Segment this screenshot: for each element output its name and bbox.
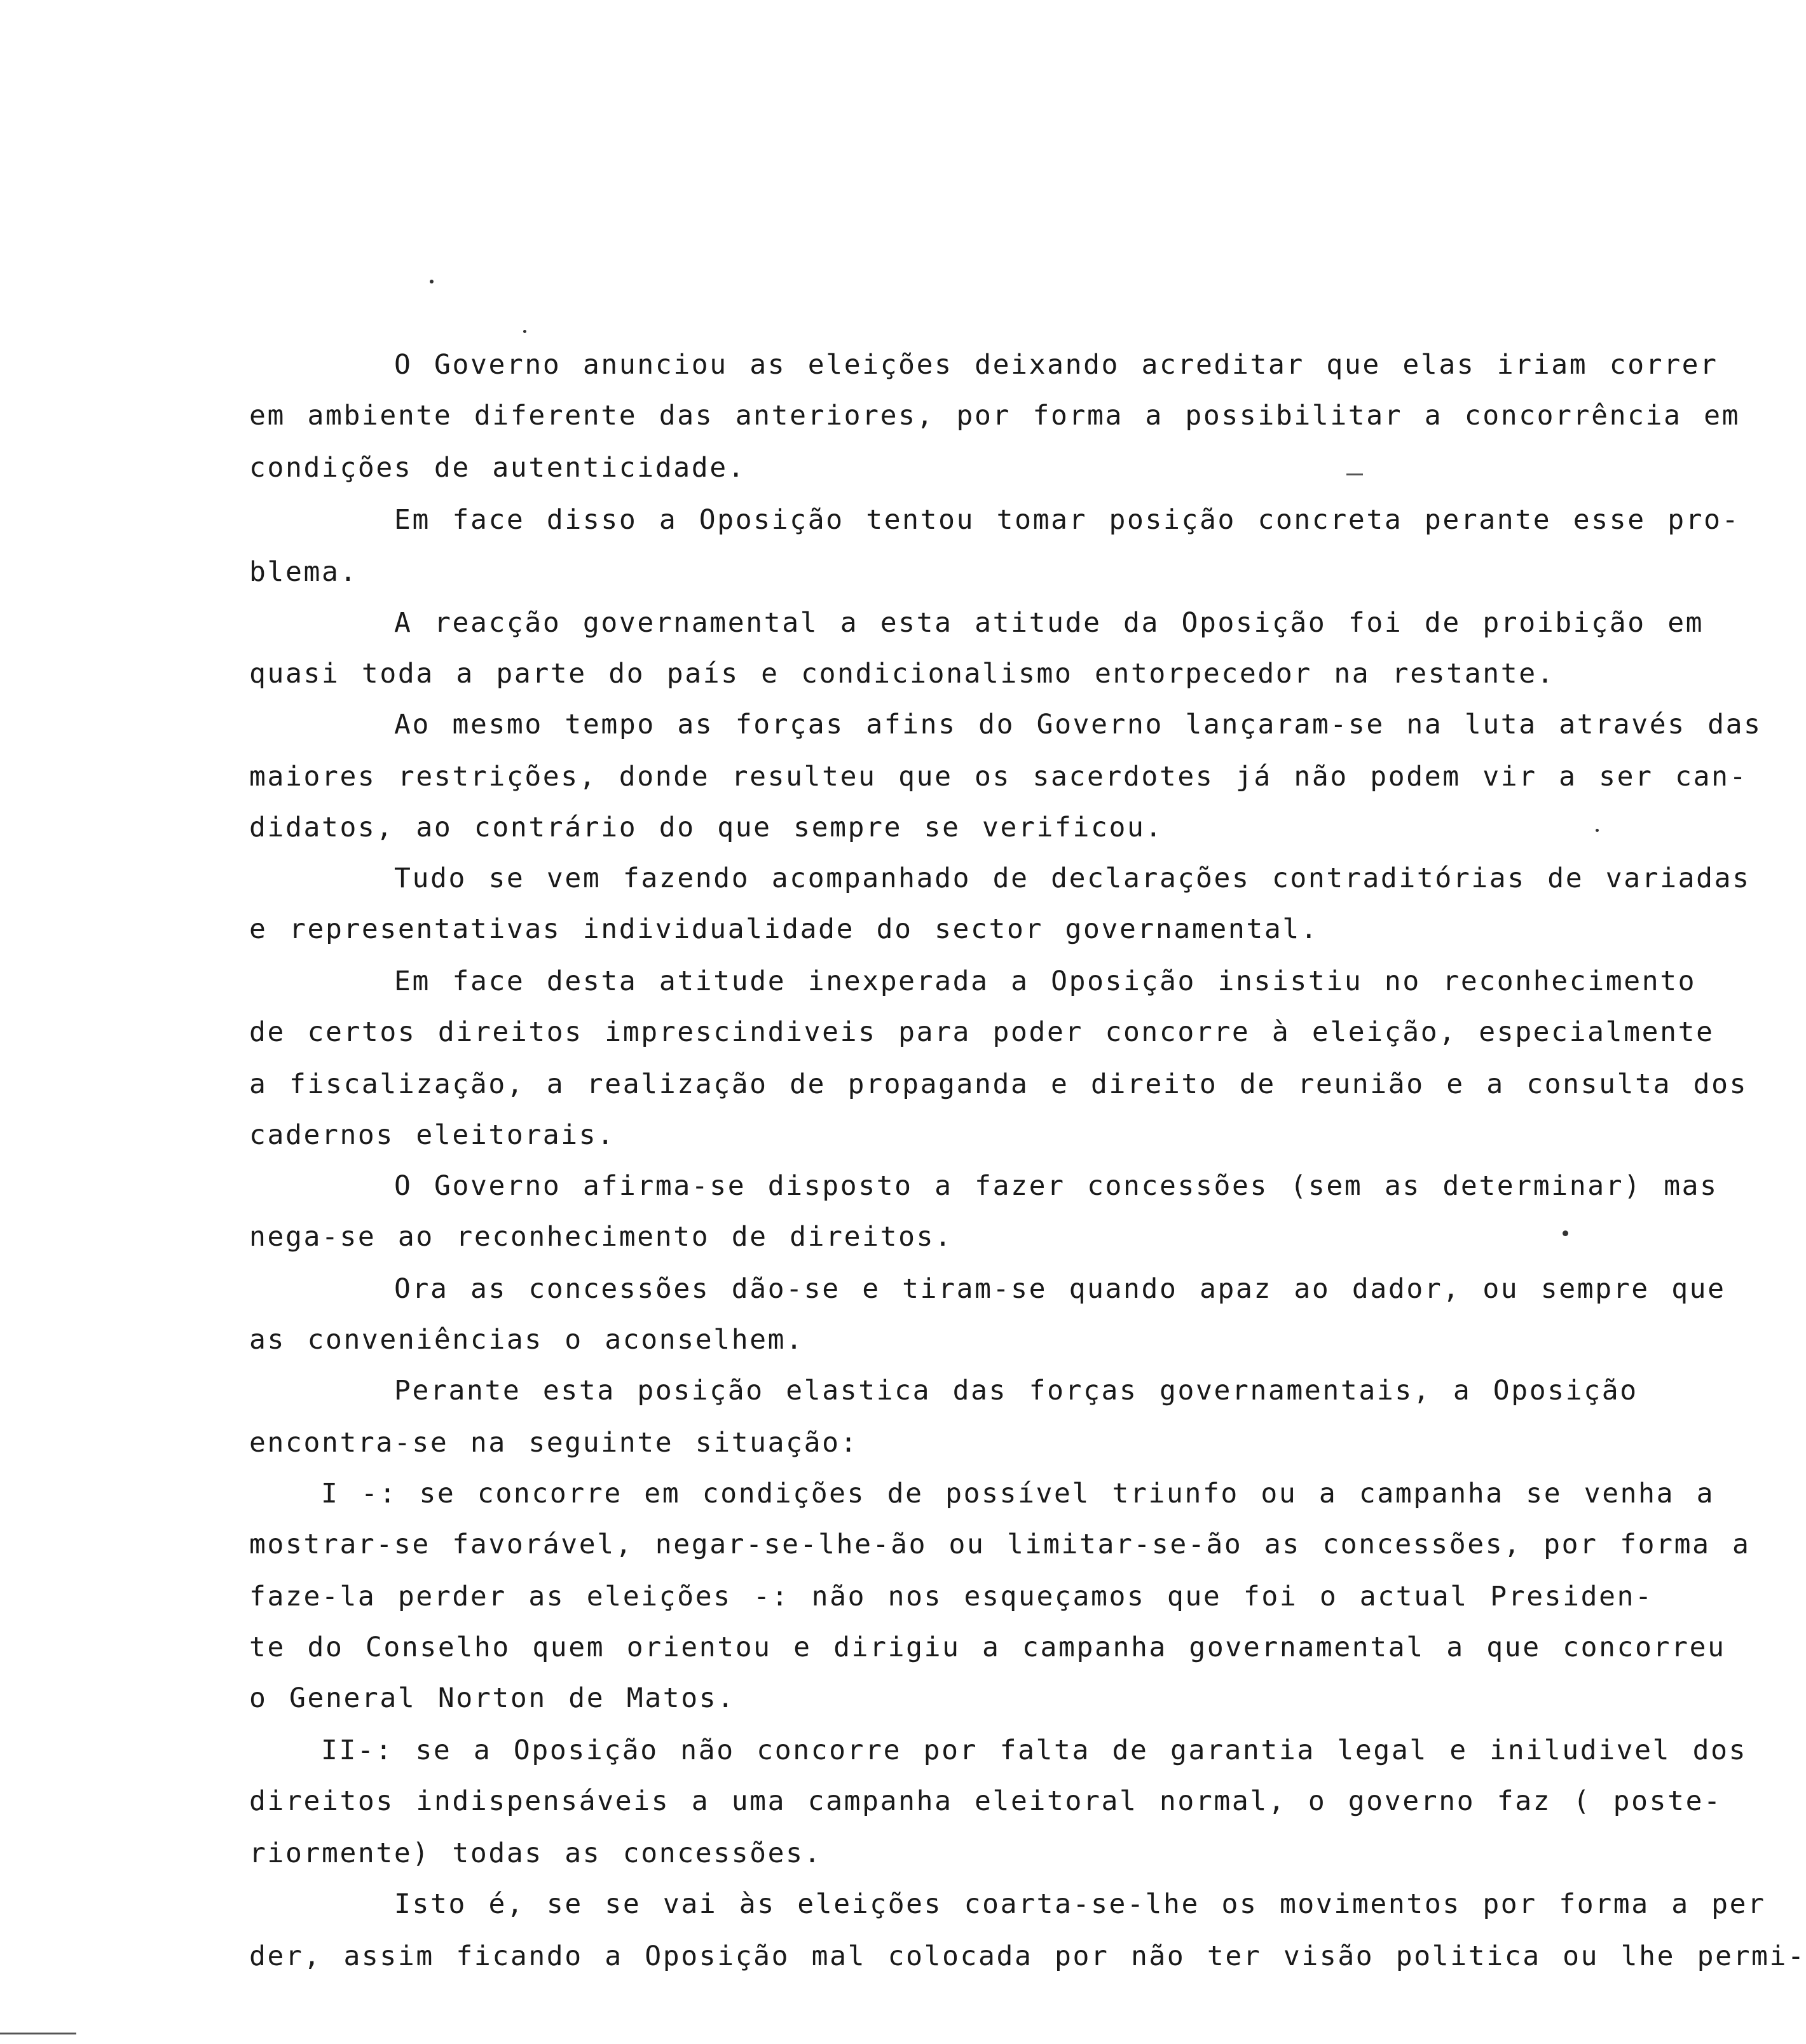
text-line: e representativas individualidade do sector governamental.: [249, 913, 1319, 945]
text-line: Perante esta posição elastica das forças governamentais, a Oposição: [394, 1375, 1638, 1407]
text-line: a fiscalização, a realização de propaganda e direito de reunião e a consulta dos: [249, 1068, 1748, 1100]
text-line: Ao mesmo tempo as forças afins do Governo lançaram-se na luta através das: [394, 709, 1762, 740]
text-line: blema.: [249, 556, 358, 588]
text-line: quasi toda a parte do país e condicionalismo entorpecedor na restante.: [249, 658, 1556, 690]
ink-speck: [430, 280, 434, 283]
text-line: I -: se concorre em condições de possível triunfo ou a campanha se venha a: [321, 1478, 1715, 1509]
ink-speck: [523, 330, 526, 333]
text-line: direitos indispensáveis a uma campanha eleitoral normal, o governo faz ( poste-: [249, 1785, 1722, 1817]
text-line: condições de autenticidade.: [249, 452, 746, 484]
text-line: Em face desta atitude inexperada a Oposição insistiu no reconhecimento: [394, 965, 1697, 997]
text-line: Tudo se vem fazendo acompanhado de declarações contraditórias de variadas: [394, 862, 1751, 894]
text-line: A reacção governamental a esta atitude da Oposição foi de proibição em: [394, 607, 1704, 639]
text-line: II-: se a Oposição não concorre por falta de garantia legal e iniludivel dos: [321, 1734, 1748, 1766]
text-line: de certos direitos imprescindiveis para poder concorre à eleição, especialmente: [249, 1016, 1714, 1048]
text-line: as conveniências o aconselhem.: [249, 1324, 804, 1356]
text-line: der, assim ficando a Oposição mal colocada por não ter visão politica ou lhe permi-: [249, 1940, 1806, 1972]
text-line: nega-se ao reconhecimento de direitos.: [249, 1221, 953, 1253]
text-line: Ora as concessões dão-se e tiram-se quando apaz ao dador, ou sempre que: [394, 1273, 1726, 1305]
ink-speck: [1596, 829, 1599, 832]
text-line: mostrar-se favorável, negar-se-lhe-ão ou limitar-se-ão as concessões, por forma a: [249, 1529, 1751, 1560]
text-line: faze-la perder as eleições -: não nos esqueçamos que foi o actual Presiden-: [249, 1581, 1653, 1612]
text-line: te do Conselho quem orientou e dirigiu a campanha governamental a que concorreu: [249, 1632, 1726, 1663]
text-line: Em face disso a Oposição tentou tomar posição concreta perante esse pro-: [394, 504, 1741, 536]
text-line: Isto é, se se vai às eleições coarta-se-lhe os movimentos por forma a per: [394, 1888, 1766, 1920]
text-line: o General Norton de Matos.: [249, 1682, 735, 1714]
text-line: maiores restrições, donde resulteu que os sacerdotes já não podem vir a ser can-: [249, 761, 1748, 793]
text-line: cadernos eleitorais.: [249, 1119, 615, 1151]
text-line: O Governo afirma-se disposto a fazer concessões (sem as determinar) mas: [394, 1170, 1718, 1202]
ink-mark: [0, 2033, 76, 2034]
text-line: em ambiente diferente das anteriores, por forma a possibilitar a concorrência em: [249, 400, 1741, 432]
text-line: riormente) todas as concessões.: [249, 1837, 823, 1869]
text-line: O Governo anunciou as eleições deixando acreditar que elas iriam correr: [394, 349, 1718, 381]
text-line: didatos, ao contrário do que sempre se verificou.: [249, 812, 1163, 843]
text-line: encontra-se na seguinte situação:: [249, 1427, 859, 1459]
